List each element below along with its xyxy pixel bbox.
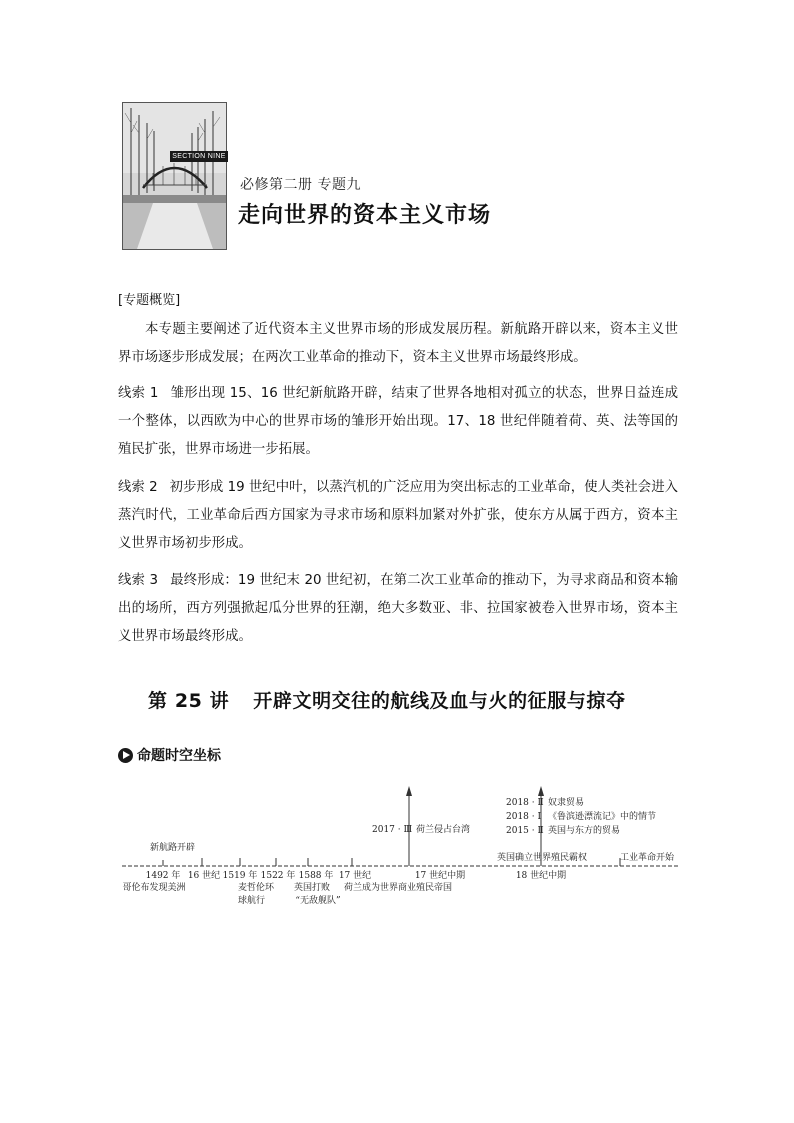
label-16c: 16 世纪 bbox=[187, 871, 221, 881]
label-robinson: 《鲁滨逊漂流记》中的情节 bbox=[548, 812, 657, 822]
label-1588: 1588 年 bbox=[298, 871, 334, 881]
label-1492: 1492 年 bbox=[145, 871, 181, 881]
label-slave-trade: 奴隶贸易 bbox=[548, 798, 585, 808]
label-east-trade: 英国与东方的贸易 bbox=[548, 826, 621, 836]
label-british-hegemony: 英国确立世界殖民霸权 bbox=[497, 853, 588, 863]
label-magellan-2: 球航行 bbox=[238, 896, 266, 906]
label-1522: 1522 年 bbox=[260, 871, 296, 881]
overview-heading: [专题概览] bbox=[118, 293, 181, 308]
lecture-name: 开辟文明交往的航线及血与火的征服与掠夺 bbox=[253, 690, 626, 712]
clue-1-text: 雏形出现 15、16 世纪新航路开辟，结束了世界各地相对孤立的状态，世界日益连成一个整体，以西欧为中心的世界市场的雏形开始出现。17、18 世纪伴随着荷、英、法等国的殖民扩张，世界市场进一步拓展。 bbox=[118, 386, 678, 457]
lecture-number: 第 25 讲 bbox=[148, 690, 230, 712]
label-industrial-revolution: 工业革命开始 bbox=[620, 853, 675, 863]
book-subtitle: 必修第二册 专题九 bbox=[240, 177, 361, 193]
page-title: 走向世界的资本主义市场 bbox=[238, 203, 492, 228]
label-exam-2015-2: 2015 · Ⅱ bbox=[506, 826, 544, 836]
label-1519: 1519 年 bbox=[222, 871, 258, 881]
label-magellan-1: 麦哲伦环 bbox=[238, 883, 275, 893]
label-mid-18c: 18 世纪中期 bbox=[515, 871, 567, 881]
label-exam-2017: 2017 · Ⅲ bbox=[372, 825, 413, 835]
label-exam-2018-1: 2018 · Ⅰ bbox=[506, 812, 542, 822]
label-england-2: “无敌舰队” bbox=[295, 896, 341, 906]
label-mid-17c: 17 世纪中期 bbox=[414, 871, 466, 881]
section-tab: SECTION NINE bbox=[170, 151, 228, 162]
label-columbus: 哥伦布发现美洲 bbox=[122, 883, 186, 893]
clue-3-text: 最终形成：19 世纪末 20 世纪初，在第二次工业革命的推动下，为寻求商品和资本输出的场所，西方列强掀起瓜分世界的狂潮，绝大多数亚、非、拉国家被卷入世界市场，资本主义世界市场最终形成。 bbox=[118, 573, 678, 644]
clue-3-label: 线索 3 bbox=[118, 573, 159, 588]
label-17c: 17 世纪 bbox=[338, 871, 372, 881]
label-taiwan: 荷兰侵占台湾 bbox=[416, 825, 471, 835]
timeline-heading-text: 命题时空坐标 bbox=[137, 748, 221, 764]
clue-2-label: 线索 2 bbox=[118, 480, 158, 495]
clue-2-text: 初步形成 19 世纪中叶，以蒸汽机的广泛应用为突出标志的工业革命，使人类社会进入蒸汽时代，工业革命后西方国家为寻求市场和原料加紧对外扩张，使东方从属于西方，资本主义世界市场初步形成。 bbox=[118, 480, 678, 551]
label-netherlands: 荷兰成为世界商业殖民帝国 bbox=[344, 883, 453, 893]
clue-1-label: 线索 1 bbox=[118, 386, 159, 401]
label-new-route: 新航路开辟 bbox=[150, 843, 196, 853]
label-exam-2018-2: 2018 · Ⅱ bbox=[506, 798, 544, 808]
label-england-1: 英国打败 bbox=[293, 883, 331, 893]
overview-intro: 本专题主要阐述了近代资本主义世界市场的形成发展历程。新航路开辟以来，资本主义世界市场逐步形成发展；在两次工业革命的推动下，资本主义世界市场最终形成。 bbox=[118, 322, 678, 365]
